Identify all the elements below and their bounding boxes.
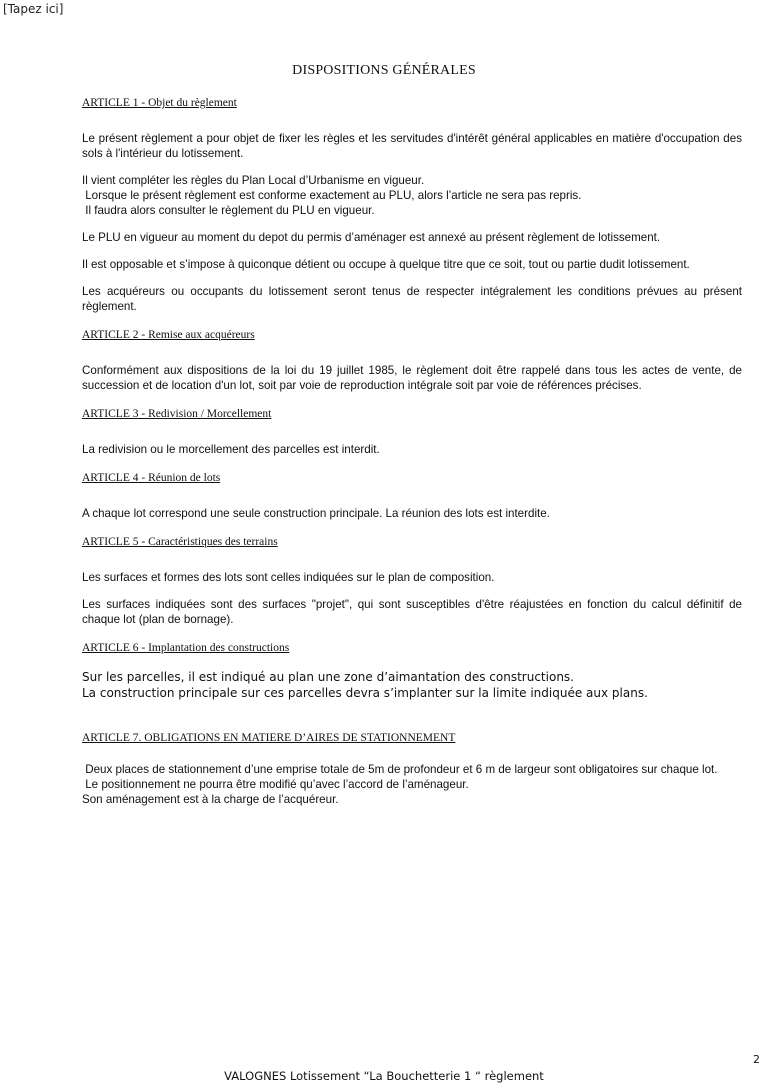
article-2-heading: ARTICLE 2 - Remise aux acquéreurs [82, 329, 255, 341]
article-1-paragraph [82, 173, 742, 218]
text-line: Deux places de stationnement d’une emprise totale de 5m de profondeur et 6 m de largeur sont obligatoires sur chaque lot. [82, 763, 718, 776]
article-7 [82, 731, 742, 807]
text-line: Lorsque le présent règlement est conforme exactement au PLU, alors l’article ne sera pas repris. [82, 189, 582, 202]
text-line: La redivision ou le morcellement des parcelles est interdit. [82, 443, 380, 456]
article-5 [82, 535, 742, 627]
article-6-paragraph [82, 669, 742, 701]
footer-text: VALOGNES Lotissement “La Bouchetterie 1 “ règlement [224, 1069, 544, 1083]
text-line: Le positionnement ne pourra être modifié qu’avec l’accord de l’aménageur. [82, 778, 469, 791]
article-5-paragraph [82, 570, 742, 585]
text-line: Le PLU en vigueur au moment du depot du permis d’aménager est annexé au présent règlement de lotissement. [82, 231, 661, 244]
article-3-heading: ARTICLE 3 - Redivision / Morcellement [82, 408, 272, 420]
text-line: Conformément aux dispositions de la loi du 19 juillet 1985, le règlement doit être rappelé dans tous les actes de vente, de succession et de location d'un lot, soit par voie de reproduction intégrale soit par voie de références précises. [82, 364, 742, 392]
text-line: Sur les parcelles, il est indiqué au plan une zone d’aimantation des constructions. [82, 670, 574, 684]
article-4-heading: ARTICLE 4 - Réunion de lots [82, 472, 221, 484]
page-number: 2 [753, 1053, 760, 1066]
text-line: Les surfaces indiquées sont des surfaces "projet", qui sont susceptibles d'être réajustées en fonction du calcul définitif de chaque lot (plan de bornage). [82, 598, 742, 626]
page-title: DISPOSITIONS GÉNÉRALES [292, 63, 476, 78]
text-line: Les acquéreurs ou occupants du lotissement seront tenus de respecter intégralement les conditions prévues au présent règlement. [82, 285, 742, 313]
article-2-paragraph [82, 363, 742, 393]
article-5-paragraph [82, 597, 742, 627]
text-line: Il vient compléter les règles du Plan Local d’Urbanisme en vigueur. [82, 174, 425, 187]
article-4 [82, 471, 742, 521]
text-line: Son aménagement est à la charge de l’acquéreur. [82, 793, 339, 806]
article-1-paragraph [82, 131, 742, 161]
header-placeholder: [Tapez ici] [3, 2, 64, 16]
text-line: Le présent règlement a pour objet de fixer les règles et les servitudes d'intérêt général applicables en matière d'occupation des sols à l'intérieur du lotissement. [82, 132, 742, 160]
article-5-heading: ARTICLE 5 - Caractéristiques des terrains [82, 536, 278, 548]
document-body [82, 96, 742, 819]
article-1 [82, 96, 742, 314]
article-7-paragraph [82, 762, 742, 807]
article-1-paragraph [82, 230, 742, 245]
article-1-heading: ARTICLE 1 - Objet du règlement [82, 97, 237, 109]
text-line: Il faudra alors consulter le règlement du PLU en vigueur. [82, 204, 375, 217]
article-3-paragraph [82, 442, 742, 457]
text-line: A chaque lot correspond une seule construction principale. La réunion des lots est interdite. [82, 507, 550, 520]
article-7-heading: ARTICLE 7. OBLIGATIONS EN MATIERE D’AIRES DE STATIONNEMENT [82, 732, 456, 744]
article-3 [82, 407, 742, 457]
article-1-paragraph [82, 257, 742, 272]
text-line: Il est opposable et s’impose à quiconque détient ou occupe à quelque titre que ce soit, tout ou partie dudit lotissement. [82, 258, 690, 271]
text-line: La construction principale sur ces parcelles devra s’implanter sur la limite indiquée aux plans. [82, 686, 648, 700]
article-2 [82, 328, 742, 393]
article-6 [82, 641, 742, 701]
article-1-paragraph [82, 284, 742, 314]
text-line: Les surfaces et formes des lots sont celles indiquées sur le plan de composition. [82, 571, 495, 584]
article-4-paragraph [82, 506, 742, 521]
article-6-heading: ARTICLE 6 - Implantation des constructions [82, 642, 290, 654]
